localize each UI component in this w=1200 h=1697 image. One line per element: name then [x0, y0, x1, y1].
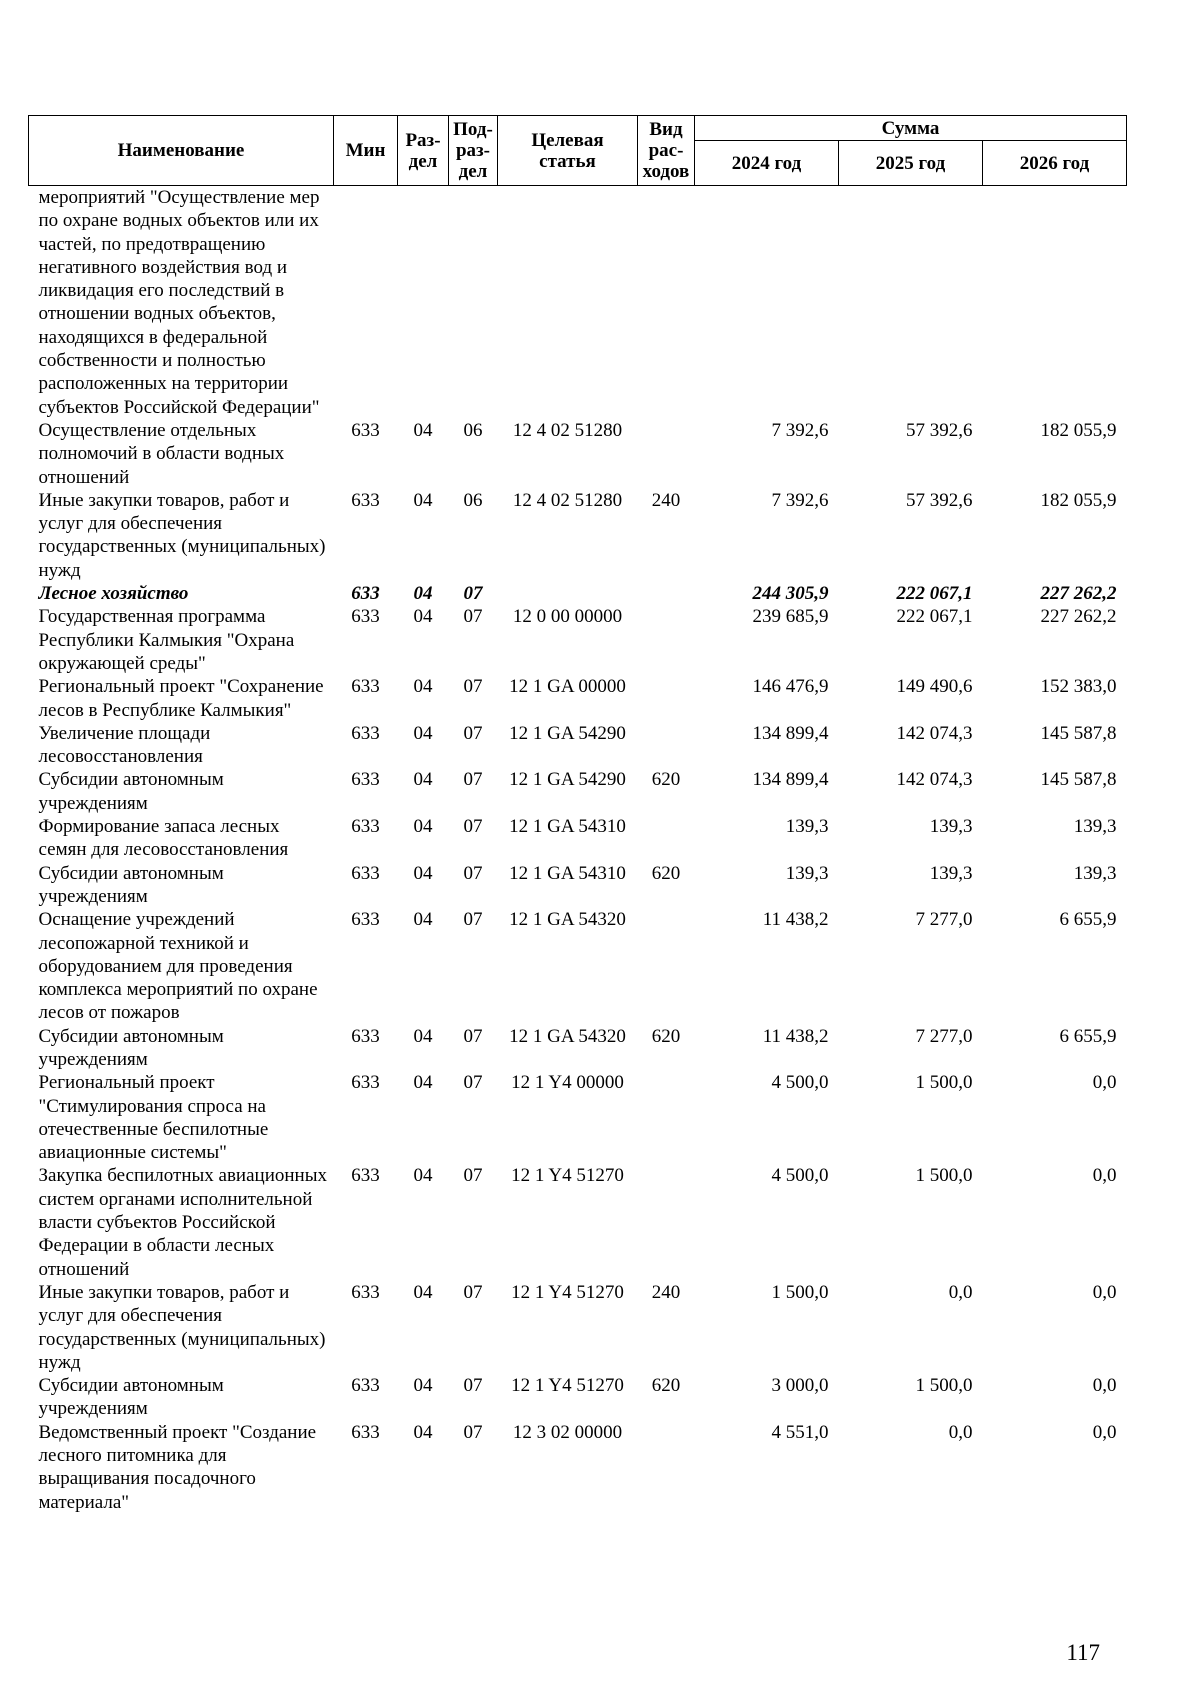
row-name: Региональный проект "Сохранение лесов в Республике Калмыкия" — [38, 676, 324, 721]
row-vid-rashodov — [638, 1421, 695, 1514]
row-sum-2026: 0,0 — [1092, 1375, 1117, 1397]
row-podrazdel: 07 — [463, 1281, 483, 1303]
row-min: 633 — [351, 1072, 380, 1094]
row-sum-2026: 152 383,0 — [1040, 676, 1117, 698]
row-sum-2026: 227 262,2 — [1040, 606, 1117, 628]
row-name: Субсидии автономным учреждениям — [38, 1375, 224, 1420]
row-sum-2024: 7 392,6 — [771, 419, 829, 441]
row-name: Формирование запаса лесных семян для лесовосстановления — [38, 816, 289, 861]
row-sum-2024: 244 305,9 — [752, 583, 829, 605]
row-sum-2024: 4 500,0 — [771, 1165, 829, 1187]
row-vid-rashodov — [638, 419, 695, 489]
table-row — [29, 489, 1127, 582]
row-podrazdel: 07 — [463, 1072, 483, 1094]
row-celevaya-statya: 12 1 Y4 51270 — [511, 1375, 624, 1397]
row-vid-rashodov: 620 — [651, 769, 681, 791]
row-celevaya-statya: 12 1 GA 54310 — [509, 862, 626, 884]
row-name: Увеличение площади лесовосстановления — [38, 722, 211, 768]
row-name: Лесное хозяйство — [38, 583, 189, 605]
row-sum-2025: 139,3 — [929, 816, 973, 838]
table-row — [29, 1374, 1127, 1421]
row-sum-2025: 0,0 — [948, 1281, 973, 1303]
table-row — [29, 1421, 1127, 1514]
header-celevaya-statya: Целевая статья — [498, 116, 638, 186]
header-year-2025: 2025 год — [839, 141, 983, 186]
row-sum-2024: 139,3 — [785, 862, 829, 884]
row-celevaya-statya: 12 3 02 00000 — [512, 1421, 623, 1443]
table-row — [29, 186, 1127, 419]
row-sum-2024: 7 392,6 — [771, 489, 829, 511]
row-razdel: 04 — [413, 606, 433, 628]
header-summa: Сумма — [695, 116, 1127, 141]
row-min — [334, 186, 398, 419]
row-sum-2025: 222 067,1 — [896, 583, 973, 605]
row-sum-2024: 134 899,4 — [752, 769, 829, 791]
row-sum-2025: 222 067,1 — [896, 606, 973, 628]
row-razdel: 04 — [413, 1165, 433, 1187]
row-name: Ведомственный проект "Создание лесного питомника для выращивания посадочного материала" — [38, 1421, 317, 1513]
row-sum-2025: 1 500,0 — [915, 1072, 973, 1094]
row-sum-2026: 139,3 — [1073, 862, 1117, 884]
row-sum-2024: 146 476,9 — [752, 676, 829, 698]
table-row — [29, 675, 1127, 722]
row-podrazdel: 07 — [463, 583, 483, 605]
row-celevaya-statya: 12 1 Y4 51270 — [511, 1165, 624, 1187]
row-sum-2024: 4 500,0 — [771, 1072, 829, 1094]
row-sum-2025: 57 392,6 — [906, 419, 973, 441]
row-sum-2026: 139,3 — [1073, 816, 1117, 838]
table-row — [29, 768, 1127, 815]
row-podrazdel: 06 — [463, 489, 483, 511]
row-name: Осуществление отдельных полномочий в области водных отношений — [38, 419, 285, 488]
table-row — [29, 605, 1127, 675]
header-year-2024: 2024 год — [695, 141, 839, 186]
row-min: 633 — [351, 1165, 380, 1187]
row-podrazdel: 07 — [463, 1025, 483, 1047]
row-sum-2026: 0,0 — [1092, 1165, 1117, 1187]
row-sum-2025: 57 392,6 — [906, 489, 973, 511]
row-name: Государственная программа Республики Калмыкия "Охрана окружающей среды" — [38, 606, 295, 674]
row-celevaya-statya: 12 1 Y4 51270 — [511, 1281, 624, 1303]
header-vid-rashodov: Вид рас- ходов — [638, 116, 695, 186]
row-min: 633 — [351, 816, 380, 838]
row-razdel: 04 — [413, 816, 433, 838]
row-vid-rashodov — [638, 722, 695, 769]
row-min: 633 — [351, 1025, 380, 1047]
row-razdel: 04 — [413, 1375, 433, 1397]
row-name: Иные закупки товаров, работ и услуг для обеспечения государственных (муниципальных) нужд — [38, 489, 326, 581]
row-razdel: 04 — [413, 1025, 433, 1047]
row-sum-2026: 182 055,9 — [1040, 419, 1117, 441]
row-sum-2024 — [695, 186, 839, 419]
table-section-row — [29, 582, 1127, 605]
row-min: 633 — [351, 489, 380, 511]
row-podrazdel: 07 — [463, 1421, 483, 1443]
row-sum-2025: 149 490,6 — [896, 676, 973, 698]
row-sum-2024: 139,3 — [785, 816, 829, 838]
row-name: Иные закупки товаров, работ и услуг для обеспечения государственных (муниципальных) нужд — [38, 1281, 326, 1373]
row-vid-rashodov — [638, 186, 695, 419]
header-min: Мин — [334, 116, 398, 186]
row-razdel: 04 — [413, 676, 433, 698]
row-razdel: 04 — [413, 909, 433, 931]
row-vid-rashodov: 240 — [651, 1281, 681, 1303]
row-min: 633 — [351, 769, 380, 791]
row-vid-rashodov — [638, 582, 695, 605]
row-vid-rashodov — [638, 908, 695, 1024]
row-sum-2026: 145 587,8 — [1040, 722, 1117, 744]
row-min: 633 — [351, 1281, 380, 1303]
row-celevaya-statya: 12 1 GA 54310 — [509, 816, 626, 838]
row-vid-rashodov — [638, 815, 695, 862]
row-sum-2024: 11 438,2 — [762, 909, 829, 931]
row-podrazdel: 07 — [463, 722, 483, 744]
row-celevaya-statya: 12 1 GA 00000 — [509, 676, 626, 698]
row-podrazdel: 07 — [463, 606, 483, 628]
row-sum-2025: 7 277,0 — [915, 1025, 973, 1047]
row-razdel: 04 — [413, 769, 433, 791]
table-row — [29, 419, 1127, 489]
row-min: 633 — [351, 722, 380, 744]
row-vid-rashodov — [638, 1164, 695, 1280]
row-min: 633 — [351, 583, 380, 605]
row-podrazdel: 07 — [463, 1375, 483, 1397]
row-sum-2026: 182 055,9 — [1040, 489, 1117, 511]
row-podrazdel — [449, 186, 498, 419]
table-row — [29, 1164, 1127, 1280]
row-razdel: 04 — [413, 1072, 433, 1094]
row-min: 633 — [351, 862, 380, 884]
row-name: Субсидии автономным учреждениям — [38, 862, 224, 907]
row-podrazdel: 06 — [463, 419, 483, 441]
row-min: 633 — [351, 1375, 380, 1397]
row-name: Субсидии автономным учреждениям — [38, 769, 224, 814]
table-row — [29, 815, 1127, 862]
row-celevaya-statya: 12 1 GA 54320 — [509, 1025, 626, 1047]
row-celevaya-statya: 12 4 02 51280 — [512, 489, 623, 511]
row-sum-2024: 3 000,0 — [771, 1375, 829, 1397]
table-row — [29, 862, 1127, 909]
row-sum-2025: 1 500,0 — [915, 1375, 973, 1397]
row-podrazdel: 07 — [463, 676, 483, 698]
row-sum-2026 — [983, 186, 1127, 419]
row-sum-2026: 0,0 — [1092, 1421, 1117, 1443]
row-name: Закупка беспилотных авиационных систем органами исполнительной власти субъектов Российской Федерации в области лесных отношений — [38, 1165, 327, 1280]
row-razdel: 04 — [413, 419, 433, 441]
header-year-2026: 2026 год — [983, 141, 1127, 186]
row-podrazdel: 07 — [463, 909, 483, 931]
row-vid-rashodov: 240 — [651, 489, 681, 511]
row-celevaya-statya: 12 0 00 00000 — [512, 606, 623, 628]
table-row — [29, 908, 1127, 1024]
row-sum-2026: 6 655,9 — [1059, 909, 1117, 931]
row-sum-2025: 142 074,3 — [896, 722, 973, 744]
page-number: 117 — [1066, 1640, 1100, 1665]
row-celevaya-statya: 12 1 Y4 00000 — [511, 1072, 624, 1094]
row-sum-2024: 11 438,2 — [762, 1025, 829, 1047]
row-min: 633 — [351, 419, 380, 441]
table-row — [29, 1281, 1127, 1374]
row-sum-2024: 239 685,9 — [752, 606, 829, 628]
row-razdel: 04 — [413, 489, 433, 511]
row-razdel: 04 — [413, 1421, 433, 1443]
row-sum-2024: 1 500,0 — [771, 1281, 829, 1303]
row-celevaya-statya: 12 4 02 51280 — [512, 419, 623, 441]
row-min: 633 — [351, 606, 380, 628]
row-celevaya-statya — [498, 582, 638, 605]
row-sum-2024: 4 551,0 — [771, 1421, 829, 1443]
header-razdel: Раз- дел — [398, 116, 449, 186]
row-vid-rashodov: 620 — [651, 1375, 681, 1397]
row-min: 633 — [351, 676, 380, 698]
row-sum-2025: 0,0 — [948, 1421, 973, 1443]
row-celevaya-statya — [498, 186, 638, 419]
row-sum-2025: 139,3 — [929, 862, 973, 884]
row-vid-rashodov: 620 — [651, 1025, 681, 1047]
row-podrazdel: 07 — [463, 769, 483, 791]
row-sum-2025: 1 500,0 — [915, 1165, 973, 1187]
row-celevaya-statya: 12 1 GA 54320 — [509, 909, 626, 931]
table-row — [29, 1025, 1127, 1072]
row-sum-2024: 134 899,4 — [752, 722, 829, 744]
row-sum-2026: 145 587,8 — [1040, 769, 1117, 791]
row-razdel: 04 — [413, 583, 433, 605]
budget-table — [28, 115, 1127, 1514]
table-row — [29, 1071, 1127, 1164]
row-podrazdel: 07 — [463, 862, 483, 884]
row-name: Региональный проект "Стимулирования спроса на отечественные беспилотные авиационные системы" — [38, 1072, 269, 1164]
row-min: 633 — [351, 1421, 380, 1443]
row-celevaya-statya: 12 1 GA 54290 — [509, 769, 626, 791]
row-vid-rashodov — [638, 605, 695, 675]
row-name: Оснащение учреждений лесопожарной техникой и оборудованием для проведения комплекса мероприятий по охране лесов от пожаров — [38, 909, 318, 1024]
row-razdel: 04 — [413, 862, 433, 884]
row-sum-2025 — [839, 186, 983, 419]
row-min: 633 — [351, 909, 380, 931]
row-vid-rashodov — [638, 1071, 695, 1164]
row-name: Субсидии автономным учреждениям — [38, 1025, 224, 1070]
table-header — [29, 116, 1127, 186]
row-sum-2026: 0,0 — [1092, 1072, 1117, 1094]
row-podrazdel: 07 — [463, 816, 483, 838]
table-body — [29, 186, 1127, 1514]
row-sum-2026: 227 262,2 — [1040, 583, 1117, 605]
row-sum-2026: 0,0 — [1092, 1281, 1117, 1303]
row-razdel: 04 — [413, 722, 433, 744]
row-sum-2025: 142 074,3 — [896, 769, 973, 791]
table-row — [29, 722, 1127, 769]
row-podrazdel: 07 — [463, 1165, 483, 1187]
row-razdel — [398, 186, 449, 419]
row-razdel: 04 — [413, 1281, 433, 1303]
header-name: Наименование — [29, 116, 334, 186]
row-name: мероприятий "Осуществление мер по охране водных объектов или их частей, по предотвращению негативного воздействия вод и ликвидация его последствий в отношении водных объектов, находящихся в федеральной собственности и полностью расположенных на территории субъектов Российской Федерации" — [38, 187, 320, 418]
row-celevaya-statya: 12 1 GA 54290 — [509, 722, 626, 744]
row-vid-rashodov — [638, 675, 695, 722]
row-sum-2026: 6 655,9 — [1059, 1025, 1117, 1047]
row-vid-rashodov: 620 — [651, 862, 681, 884]
header-podrazdel: Под- раз- дел — [449, 116, 498, 186]
row-sum-2025: 7 277,0 — [915, 909, 973, 931]
